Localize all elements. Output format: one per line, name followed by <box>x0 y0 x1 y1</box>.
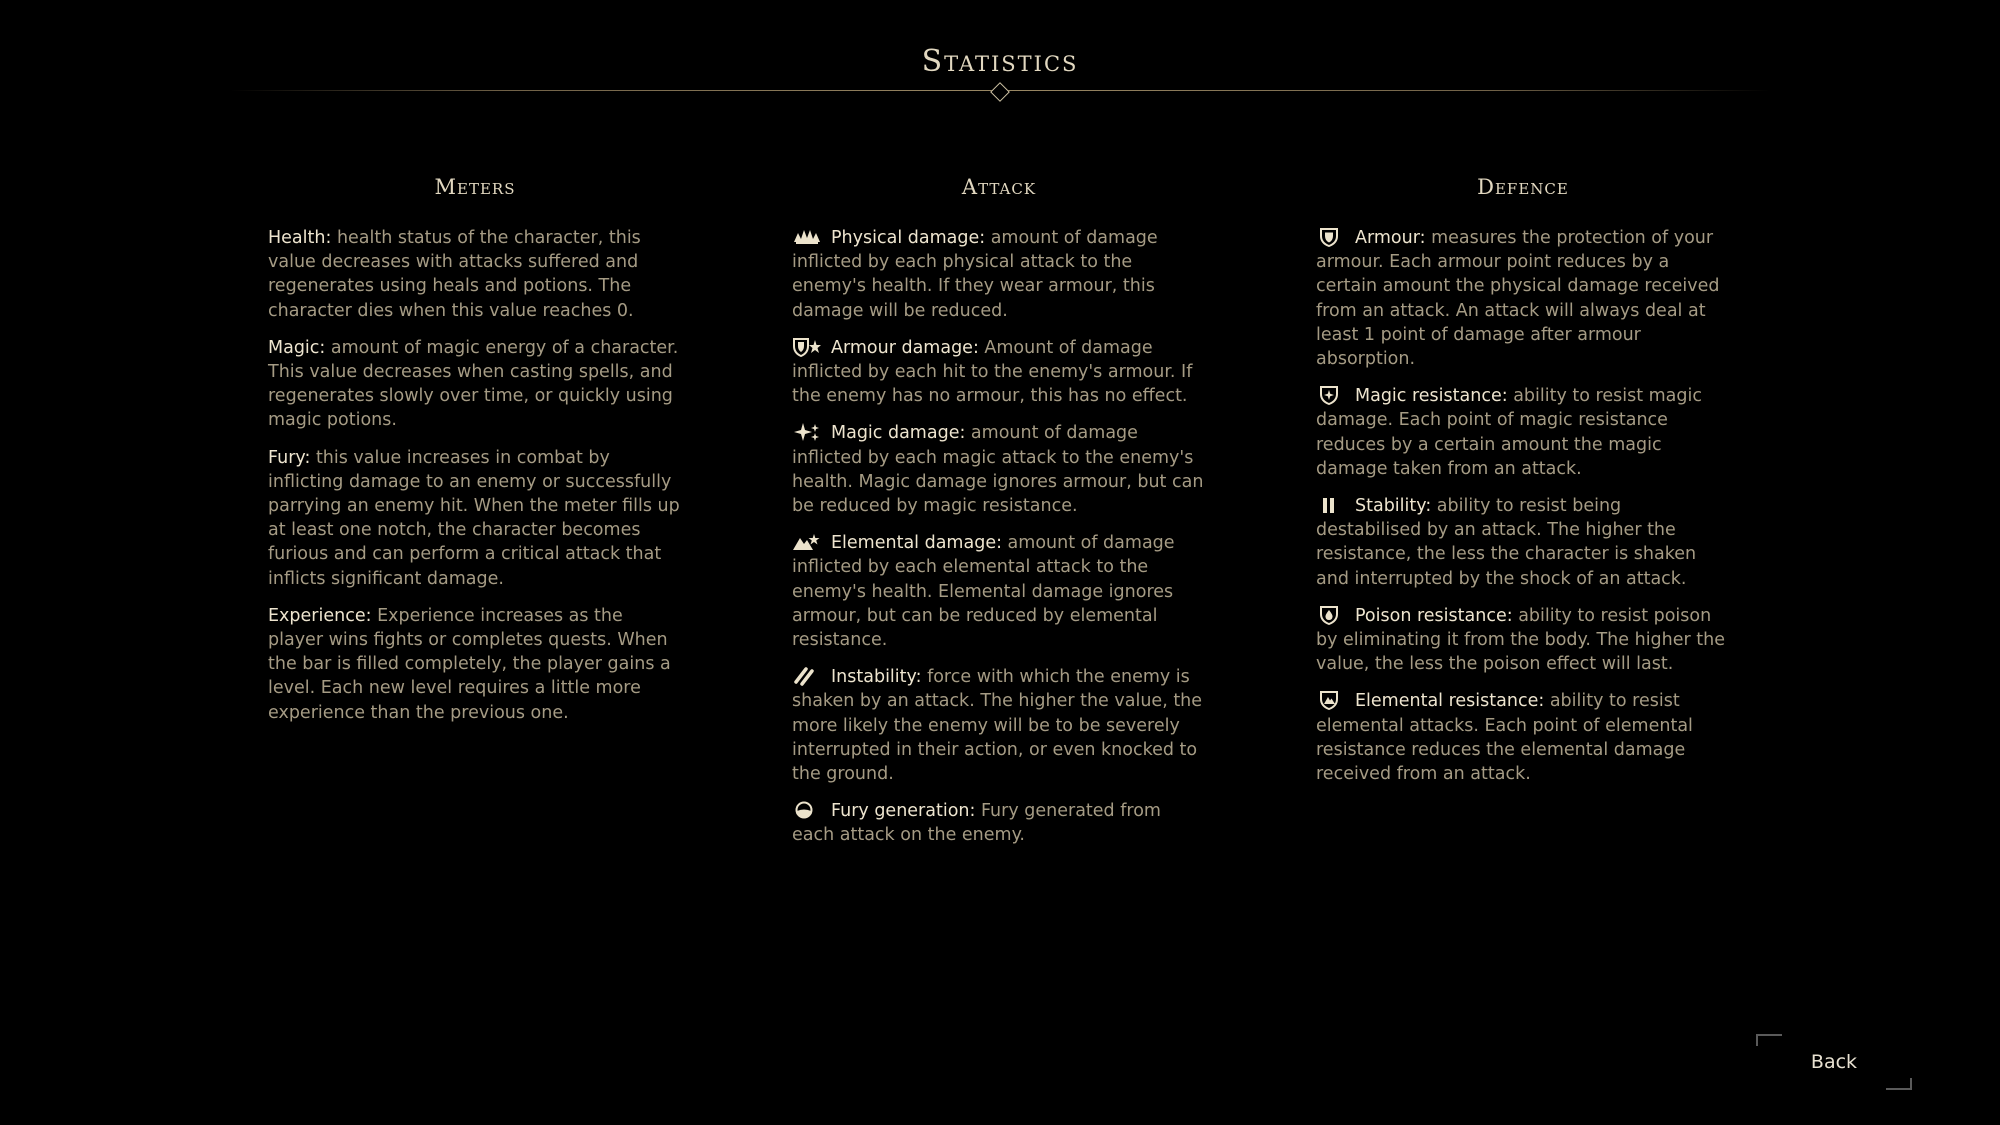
entry-description: force with which the enemy is shaken by an attack. The higher the value, the more likely the enemy will be to be severely interrupted in their action, or even knocked to the ground. <box>792 667 1203 785</box>
elemental-damage-icon <box>792 532 822 552</box>
entry-term: Fury generation: <box>831 801 976 822</box>
defence-entry-magic-resistance <box>1316 384 1730 481</box>
instability-icon <box>792 666 822 686</box>
entry-term: Health: <box>268 228 332 248</box>
entry-term: Physical damage: <box>831 228 986 248</box>
back-button-label: Back <box>1810 1051 1858 1073</box>
title-diamond-ornament <box>990 82 1010 102</box>
entry-description: amount of magic energy of a character. This value decreases when casting spells, and regenerates slowly over time, or quickly using magic potions. <box>268 337 679 431</box>
elemental-resistance-icon <box>1316 690 1346 710</box>
entry-description: health status of the character, this value decreases with attacks suffered and regenerates using heals and potions. The character dies when this value reaches 0. <box>268 228 641 321</box>
meter-entry-health <box>268 226 682 323</box>
entry-description: amount of damage inflicted by each magic attack to the enemy's health. Magic damage ignores armour, but can be reduced by magic resistance. <box>792 423 1204 517</box>
entry-term: Elemental damage: <box>831 533 1002 554</box>
defence-entry-elemental-resistance <box>1316 689 1730 786</box>
entry-description: ability to resist magic damage. Each point of magic resistance reduces by a certain amount the magic damage taken from an attack. <box>1316 386 1702 479</box>
attack-entry-magic-damage <box>792 421 1206 518</box>
entry-description: Fury generated from each attack on the enemy. <box>792 801 1161 846</box>
magic-resistance-icon <box>1316 385 1346 405</box>
attack-entry-physical-damage <box>792 226 1206 323</box>
entry-term: Armour: <box>1355 228 1426 248</box>
back-button[interactable] <box>1756 1034 1912 1090</box>
entry-description: Amount of damage inflicted by each hit to the enemy's armour. If the enemy has no armour, this has no effect. <box>792 337 1193 407</box>
entry-term: Poison resistance: <box>1355 605 1513 626</box>
physical-damage-icon <box>792 227 822 247</box>
defence-entry-poison-resistance <box>1316 604 1730 677</box>
defence-entry-armour <box>1316 226 1730 371</box>
attack-entry-instability <box>792 665 1206 786</box>
entry-description: ability to resist elemental attacks. Each point of elemental resistance reduces the elemental damage received from an attack. <box>1316 691 1693 785</box>
armour-shield-icon <box>1316 227 1346 247</box>
attack-entry-fury-generation <box>792 799 1206 847</box>
stability-icon <box>1316 495 1346 515</box>
entry-term: Magic resistance: <box>1355 386 1508 407</box>
attack-entry-armour-damage <box>792 336 1206 409</box>
poison-resistance-icon <box>1316 605 1346 625</box>
defence-heading: Defence <box>1477 175 1569 199</box>
meters-heading: Meters <box>434 175 516 199</box>
entry-term: Stability: <box>1355 496 1432 517</box>
entry-term: Elemental resistance: <box>1355 691 1545 712</box>
entry-description: Experience increases as the player wins fights or completes quests. When the bar is filled completely, the player gains a level. Each new level requires a little more experience than the previous one. <box>268 605 671 723</box>
entry-term: Instability: <box>831 667 922 688</box>
meter-entry-experience <box>268 604 682 725</box>
entry-term: Fury: <box>268 447 311 468</box>
defence-entry-stability <box>1316 494 1730 591</box>
entry-term: Armour damage: <box>831 337 979 358</box>
entry-description: amount of damage inflicted by each elemental attack to the enemy's health. Elemental damage ignores armour, but can be reduced by elemental resistance. <box>792 533 1175 651</box>
entry-description: ability to resist being destabilised by an attack. The higher the resistance, the less the character is shaken and interrupted by the shock of an attack. <box>1316 496 1697 589</box>
entry-term: Magic: <box>268 337 326 358</box>
armour-damage-icon <box>792 337 822 357</box>
attack-column <box>792 172 1206 861</box>
meter-entry-fury <box>268 446 682 591</box>
meters-column <box>268 172 682 738</box>
entry-description: this value increases in combat by inflicting damage to an enemy or successfully parrying an enemy hit. When the meter fills up at least one notch, the character becomes furious and can perform a critical attack that inflicts significant damage. <box>268 447 680 589</box>
magic-damage-icon <box>792 422 822 442</box>
defence-column <box>1316 172 1730 799</box>
fury-generation-icon <box>792 800 822 820</box>
entry-term: Magic damage: <box>831 423 966 444</box>
attack-heading: Attack <box>961 175 1037 199</box>
entry-description: measures the protection of your armour. Each armour point reduces by a certain amount the physical damage received from an attack. An attack will always deal at least 1 point of damage after armour absorption. <box>1316 228 1720 370</box>
entry-term: Experience: <box>268 605 372 626</box>
screen-title: Statistics <box>921 44 1079 79</box>
meter-entry-magic <box>268 336 682 433</box>
entry-description: ability to resist poison by eliminating it from the body. The higher the value, the less the poison effect will last. <box>1316 605 1726 675</box>
attack-entry-elemental-damage <box>792 531 1206 652</box>
entry-description: amount of damage inflicted by each physical attack to the enemy's health. If they wear armour, this damage will be reduced. <box>792 228 1158 321</box>
